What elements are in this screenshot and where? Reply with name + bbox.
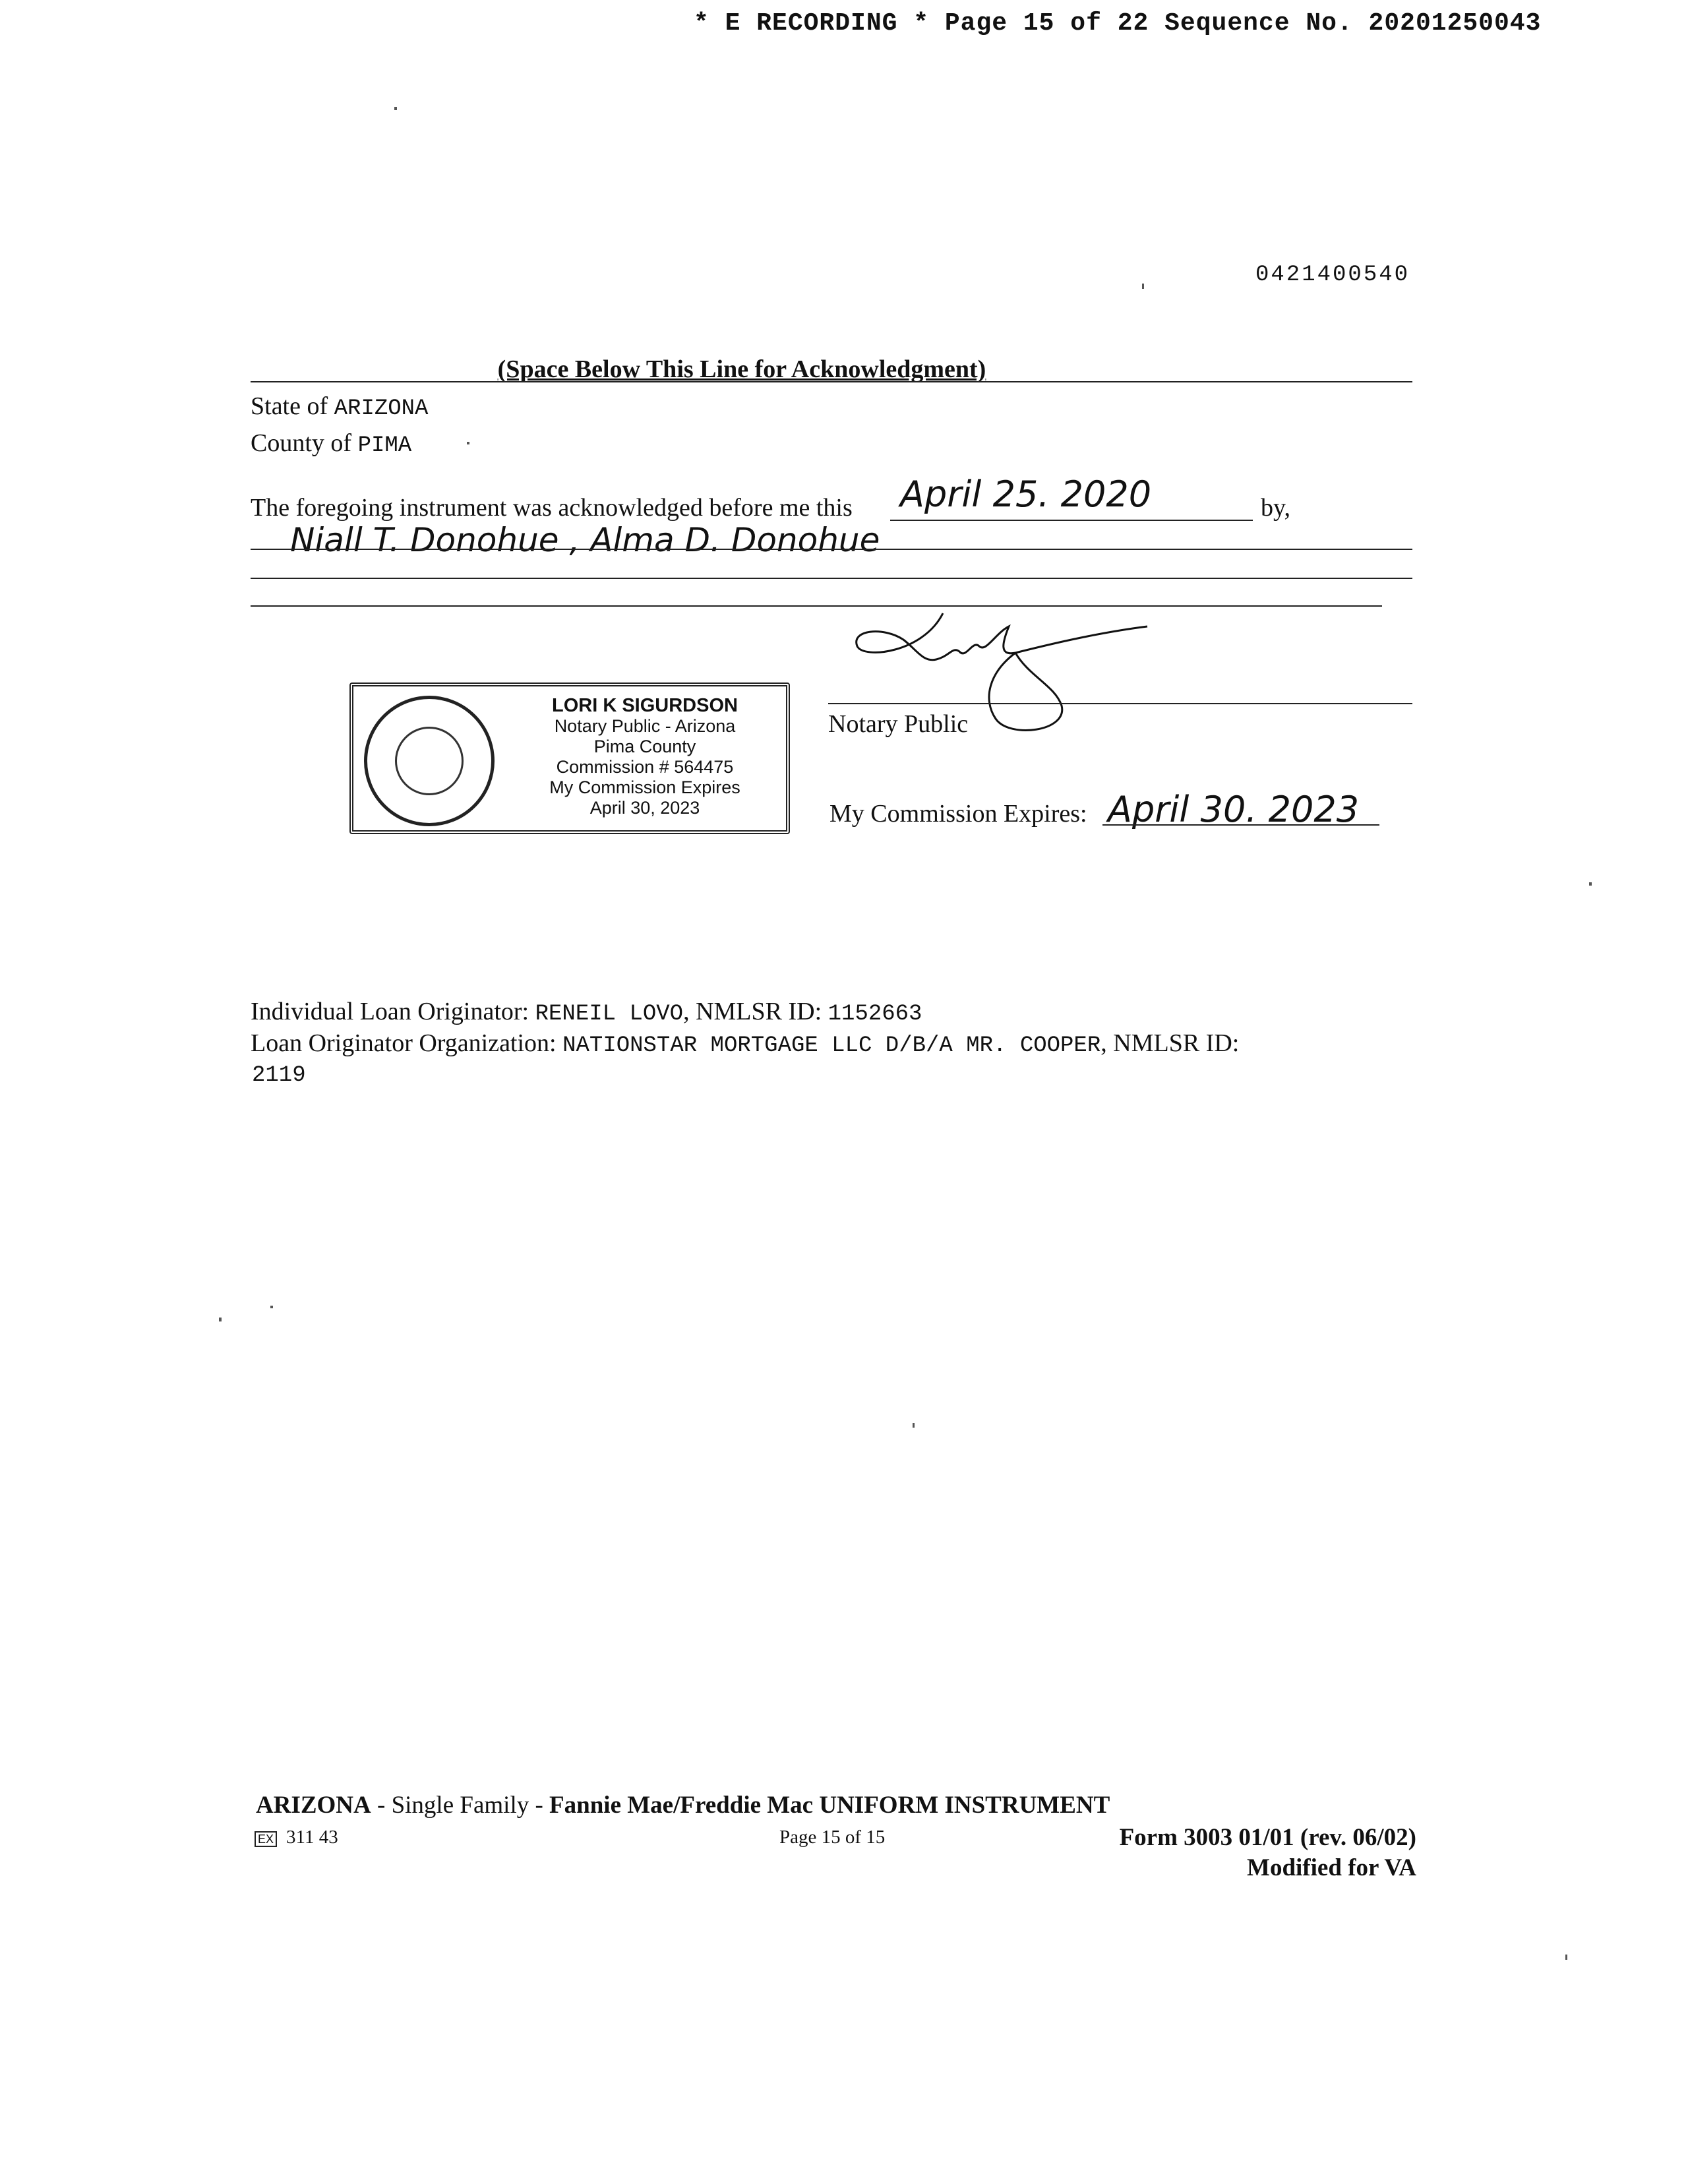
names-blank-line-3 [251,605,1382,607]
divider-line [251,381,1412,382]
loan-number: 0421400540 [1255,262,1410,288]
scan-speck [467,442,469,444]
acknowledgment-heading-text: (Space Below This Line for Acknowledgment) [497,355,986,383]
names-blank-line-2 [251,578,1412,579]
footer-code: 311 43 [286,1827,338,1848]
stamp-expires-date: April 30, 2023 [589,798,700,818]
stamp-commission: Commission # 564475 [556,757,734,777]
state-line [251,392,428,421]
org-originator-label: Loan Originator Organization: [251,1029,557,1057]
county-label: County of [251,429,352,457]
state-label: State of [251,392,328,420]
recording-header: * E RECORDING * Page 15 of 22 Sequence No. 20201250043 [694,9,1542,38]
date-blank-line [890,520,1253,521]
stamp-notary-name: LORI K SIGURDSON [552,695,738,716]
expiry-blank-line [1102,824,1379,826]
scan-speck [1565,1955,1567,1960]
commission-expires-label: My Commission Expires: [829,800,1087,828]
foregoing-text: The foregoing instrument was acknowledged before me this [251,494,853,522]
stamp-county: Pima County [593,737,696,756]
org-id: 2119 [252,1063,306,1088]
scan-speck [219,1318,222,1321]
org-id-label: , NMLSR ID: [1100,1029,1240,1057]
footer-dash: - Single Family - [371,1792,550,1819]
county-value: PIMA [357,433,412,458]
scan-speck [913,1423,915,1428]
org-originator-name: NATIONSTAR MORTGAGE LLC D/B/A MR. COOPER [562,1033,1101,1058]
footer-state: ARIZONA [256,1792,371,1819]
notary-public-label: Notary Public [828,710,969,738]
footer-modified: Modified for VA [1247,1854,1416,1881]
state-value: ARIZONA [334,396,429,421]
by-text: by, [1261,494,1291,522]
scan-speck [270,1306,273,1308]
footer-form [1093,1823,1416,1883]
individual-id: 1152663 [828,1002,922,1027]
acknowledgment-heading [0,355,1688,384]
stamp-title: Notary Public - Arizona [554,716,736,736]
scan-speck [1589,882,1592,886]
footer-page: Page 15 of 15 [779,1827,886,1848]
footer-form-number: Form 3003 01/01 (rev. 06/02) [1119,1824,1416,1851]
county-line [251,429,411,458]
org-originator-line [251,1029,1239,1058]
footer-title [256,1791,1110,1819]
handwritten-expiry: April 30. 2023 [1108,789,1360,830]
handwritten-names: Niall T. Donohue , Alma D. Donohue [290,521,880,559]
signature-line [828,703,1412,704]
ex-box-icon: EX [255,1831,277,1847]
scan-speck [1142,284,1144,289]
notary-stamp [349,682,790,834]
state-seal-icon [364,696,495,826]
footer-instrument: Fannie Mae/Freddie Mac UNIFORM INSTRUMENT [549,1792,1110,1819]
individual-originator-name: RENEIL LOVO [535,1002,684,1027]
stamp-text [506,696,783,818]
individual-id-label: , NMLSR ID: [683,998,822,1025]
stamp-expires-label: My Commission Expires [549,777,740,797]
footer-code-line [255,1827,338,1848]
scan-speck [394,107,397,110]
individual-originator-label: Individual Loan Originator: [251,998,529,1025]
notary-signature [844,600,1187,798]
individual-originator-line [251,997,922,1027]
handwritten-date: April 25. 2020 [900,473,1152,515]
names-blank-line-1 [251,549,1412,550]
